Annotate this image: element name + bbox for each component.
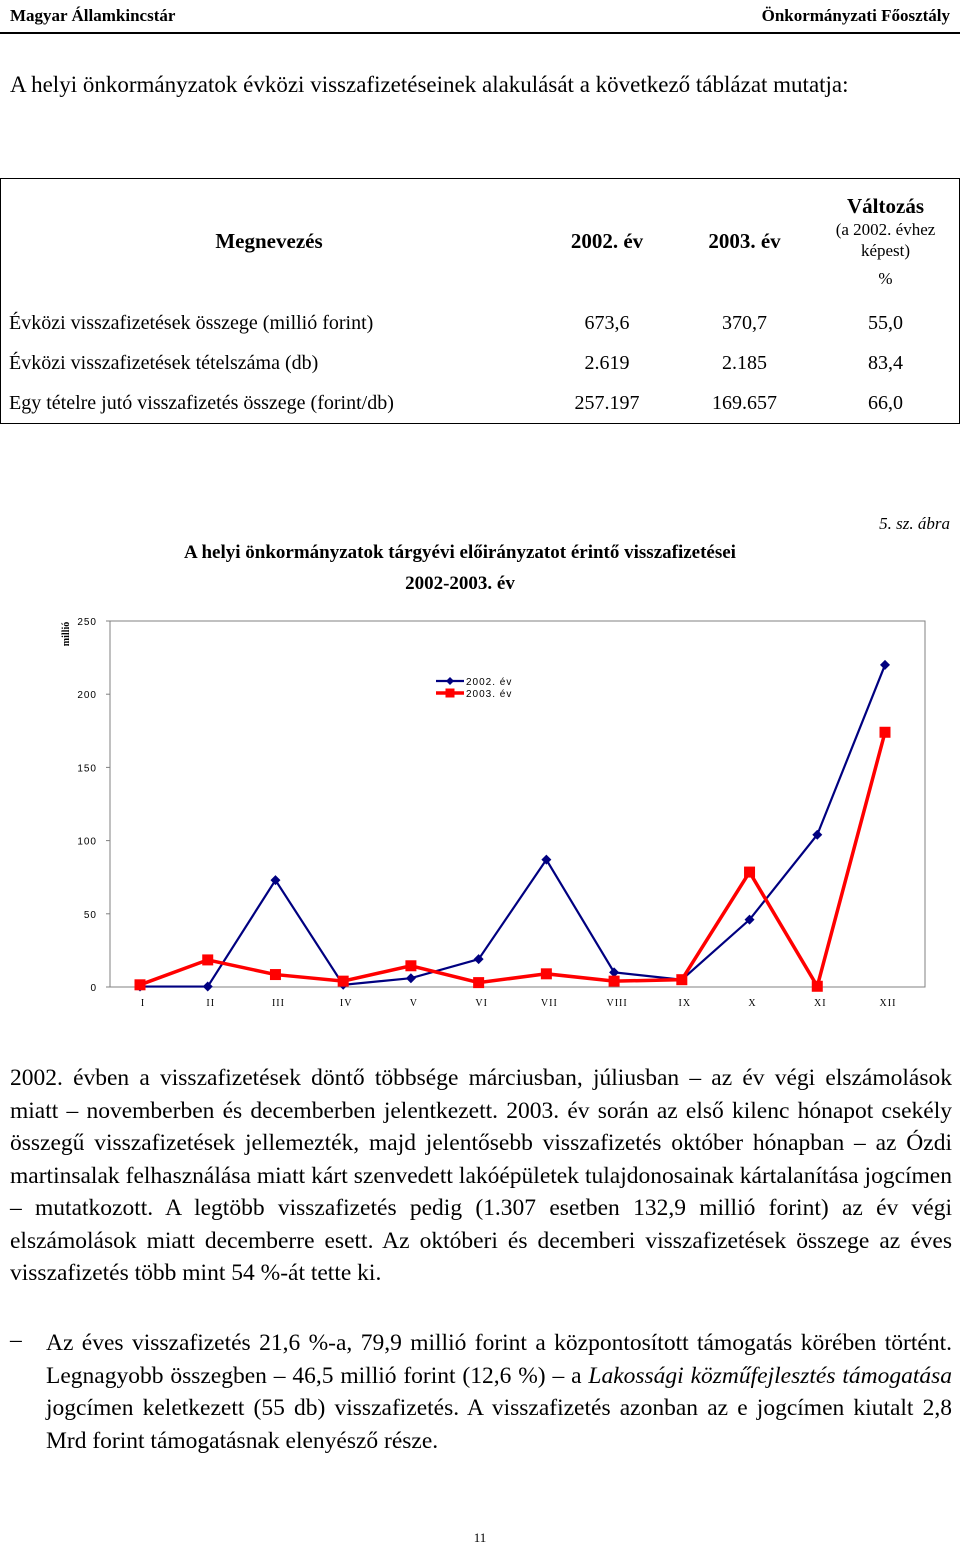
data-point-2003: [676, 974, 687, 985]
header-department: Önkormányzati Főosztály: [761, 6, 950, 25]
table-row: [1, 384, 960, 424]
data-point-2003: [405, 960, 416, 971]
data-point-2003: [135, 979, 146, 990]
paragraph-2-part-1: Az éves visszafizetés 21,6 %-a, 79,9 millió forint a központosított támogatás körében történt. Legnagyobb összegben – 46,5 millió forint (12,6 %) – a: [46, 1330, 952, 1389]
table-row: [1, 304, 960, 344]
x-tick-label: II: [206, 998, 216, 1009]
legend-marker: [446, 689, 455, 698]
y-tick-label: 0: [90, 983, 97, 994]
figure-label: 5. sz. ábra: [879, 514, 950, 533]
x-tick-label: V: [409, 998, 419, 1009]
data-point-2003: [270, 969, 281, 980]
x-tick-label: III: [271, 998, 285, 1009]
row-value-2002: 673,6: [584, 312, 630, 334]
data-point-2003: [609, 976, 620, 987]
row-value-2003: 169.657: [712, 391, 777, 414]
data-point-2003: [541, 968, 552, 979]
data-point-2002: [880, 660, 890, 670]
row-change: 55,0: [868, 312, 903, 334]
bullet-dash: –: [10, 1327, 22, 1353]
x-tick-label: IX: [678, 998, 692, 1009]
col-header-2002: 2002. év: [570, 228, 644, 253]
row-value-2002: 257.197: [574, 391, 640, 414]
col-header-name: Megnevezés: [215, 228, 323, 253]
x-tick-label: XII: [879, 998, 897, 1009]
data-point-2003: [880, 727, 891, 738]
data-point-2002: [406, 973, 416, 983]
repayment-table: [0, 178, 960, 424]
table-row: [1, 344, 960, 384]
col-header-2003: 2003. év: [708, 228, 781, 253]
chart-title: A helyi önkormányzatok tárgyévi előirányzatot érintő visszafizetései: [184, 542, 736, 563]
legend-label: 2002. év: [466, 677, 513, 688]
row-change: 66,0: [868, 391, 903, 414]
y-tick-label: 50: [83, 909, 97, 921]
chart-subtitle: 2002-2003. év: [405, 573, 515, 594]
header-institution: Magyar Államkincstár: [10, 6, 176, 25]
change-subtitle: (a 2002. évhez képest): [835, 219, 936, 260]
x-tick-label: VI: [475, 998, 488, 1009]
paragraph-2-part-2: jogcímen keletkezett (55 db) visszafizetés. A visszafizetés azonban az e jogcímen kiutalt 2,8 Mrd forint támogatásnak elenyésző része.: [46, 1395, 952, 1454]
series-line: [140, 732, 885, 986]
row-value-2003: 2.185: [722, 352, 767, 374]
intro-text: A helyi önkormányzatok évközi visszafizetéseinek alakulását a következő táblázat mutatja:: [10, 72, 849, 97]
row-change: 83,4: [868, 352, 903, 374]
row-name: Évközi visszafizetések tételszáma (db): [9, 352, 319, 374]
x-tick-label: I: [140, 998, 146, 1009]
data-point-2003: [744, 867, 755, 878]
y-tick-label: 200: [77, 690, 97, 702]
x-tick-label: X: [748, 998, 757, 1009]
line-chart: [0, 600, 960, 1020]
data-point-2003: [338, 976, 349, 987]
table-header-row: [1, 179, 960, 304]
data-point-2003: [202, 954, 213, 965]
y-tick-label: 100: [77, 836, 97, 848]
body-paragraph-1: 2002. évben a visszafizetések döntő többsége márciusban, júliusban – az év végi elszámolások miatt – novemberben és decemberben jelentkezett. 2003. év során az első kilenc hónapot csekély összegű visszafizetések jellemezték, majd jelentősebb visszafizetés október hónapban – az Ózdi martinsalak felhasználása miatt kárt szenvedett lakóépületek tulajdonosainak kártalanítása jogcímen – mutatkozott. A legtöbb visszafizetés pedig (1.307 esetben 132,9 millió forint) az év végi elszámolások miatt decemberre esett. Az októberi és decemberi visszafizetések összege az éves visszafizetés több mint 54 %-át tette ki.: [10, 1065, 952, 1286]
header-rule: [0, 32, 960, 34]
x-tick-label: VII: [540, 998, 558, 1009]
y-tick-label: 150: [77, 763, 97, 775]
x-tick-label: IV: [339, 998, 353, 1009]
y-axis-label: millió: [61, 621, 72, 647]
data-point-2003: [473, 977, 484, 988]
data-point-2003: [812, 981, 823, 992]
legend-marker: [446, 677, 454, 685]
row-value-2003: 370,7: [722, 312, 767, 334]
col-header-change: [812, 179, 960, 304]
page-number: 11: [473, 1530, 487, 1545]
row-name: Évközi visszafizetések összege (millió forint): [9, 312, 374, 334]
change-title: Változás: [847, 193, 924, 218]
legend-label: 2003. év: [466, 689, 513, 700]
y-tick-label: 250: [77, 617, 97, 628]
row-name: Egy tételre jutó visszafizetés összege (forint/db): [9, 391, 394, 414]
plot-area: [110, 621, 925, 987]
series-line: [140, 665, 885, 987]
body-paragraph-2: [46, 1327, 952, 1457]
change-unit: %: [878, 268, 893, 288]
x-tick-label: XI: [813, 998, 827, 1009]
x-tick-label: VIII: [606, 998, 628, 1009]
row-value-2002: 2.619: [584, 352, 630, 374]
paragraph-2-emphasis: Lakossági közműfejlesztés támogatása: [588, 1362, 952, 1389]
